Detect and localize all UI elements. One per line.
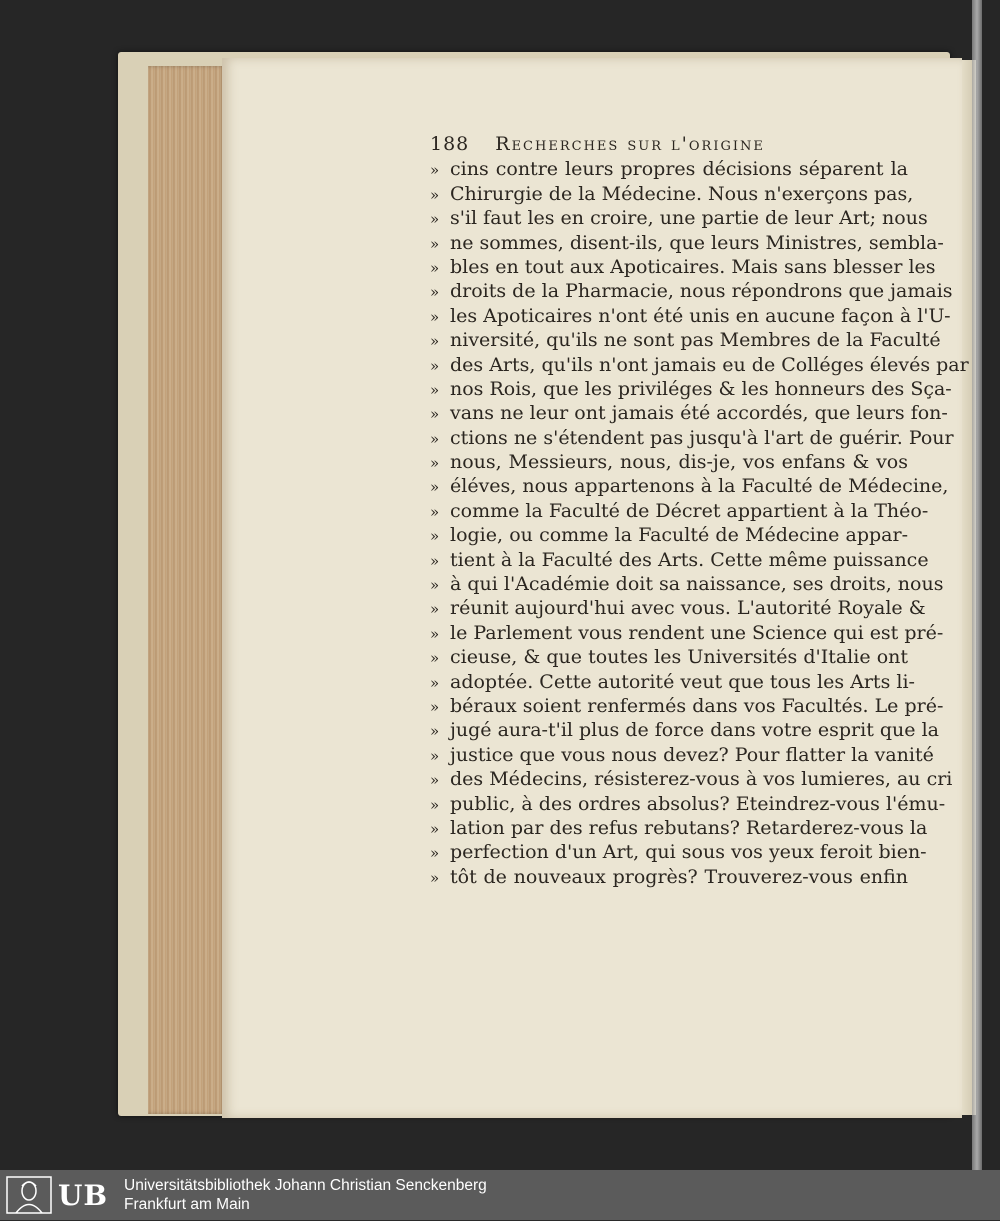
- text-line: [430, 694, 944, 718]
- line-text: des Médecins, résisterez-vous à vos lumieres, au cri: [450, 768, 953, 791]
- line-text: droits de la Pharmacie, nous répondrons que jamais: [450, 280, 953, 303]
- text-line: [430, 548, 929, 572]
- line-text: ctions ne s'étendent pas jusqu'à l'art de guérir. Pour: [450, 426, 954, 449]
- line-text: perfection d'un Art, qui sous vos yeux feroit bien-: [450, 841, 927, 864]
- page-text-block: [430, 132, 969, 889]
- text-line: [430, 255, 936, 279]
- logo-text: UB: [58, 1178, 109, 1212]
- quote-mark: »: [430, 771, 440, 790]
- line-text: bles en tout aux Apoticaires. Mais sans blesser les: [450, 255, 936, 278]
- line-text: à qui l'Académie doit sa naissance, ses droits, nous: [450, 573, 944, 596]
- line-text: public, à des ordres absolus? Eteindrez-vous l'ému-: [450, 792, 946, 815]
- line-text: des Arts, qu'ils n'ont jamais eu de Colléges élevés par: [450, 353, 969, 376]
- quote-mark: »: [430, 722, 440, 741]
- text-line: [430, 645, 908, 669]
- line-text: cieuse, & que toutes les Universités d'Italie ont: [450, 646, 908, 669]
- text-line: [430, 450, 908, 474]
- line-text: adoptée. Cette autorité veut que tous les Arts li-: [450, 670, 915, 693]
- text-line: [430, 182, 914, 206]
- text-line: [430, 157, 908, 181]
- text-line: [430, 743, 934, 767]
- text-line: [430, 474, 949, 498]
- text-line: [430, 377, 952, 401]
- library-name-line2: Frankfurt am Main: [124, 1196, 250, 1213]
- quote-mark: »: [430, 649, 440, 668]
- text-line: [430, 231, 944, 255]
- quote-mark: »: [430, 673, 440, 692]
- page-number: 188: [430, 133, 470, 155]
- quote-mark: »: [430, 746, 440, 765]
- quote-mark: »: [430, 454, 440, 473]
- text-line: [430, 816, 928, 840]
- quote-mark: »: [430, 698, 440, 716]
- text-line: [430, 865, 908, 889]
- quote-mark: »: [430, 795, 440, 814]
- library-name[interactable]: [124, 1176, 487, 1214]
- quote-mark: »: [430, 356, 440, 375]
- page-header: [430, 132, 908, 156]
- text-line: [430, 670, 915, 694]
- line-text: tôt de nouveaux progrès? Trouverez-vous enfin: [450, 865, 908, 888]
- quote-mark: »: [430, 502, 440, 521]
- line-text: cins contre leurs propres décisions séparent la: [450, 158, 908, 181]
- text-line: [430, 353, 969, 377]
- page-edges: [148, 66, 226, 1114]
- quote-mark: »: [430, 576, 440, 595]
- line-text: nos Rois, que les priviléges & les honneurs des Sça-: [450, 377, 952, 400]
- text-line: [430, 328, 941, 352]
- quote-mark: »: [430, 161, 440, 180]
- quote-mark: »: [430, 283, 440, 302]
- quote-mark: »: [430, 307, 440, 326]
- senckenberg-portrait-icon: [4, 1174, 54, 1216]
- line-text: niversité, qu'ils ne sont pas Membres de la Faculté: [450, 329, 941, 352]
- line-text: lation par des refus rebutans? Retarderez-vous la: [450, 816, 928, 839]
- line-text: les Apoticaires n'ont été unis en aucune façon à l'U-: [450, 304, 951, 327]
- line-text: logie, ou comme la Faculté de Médecine appar-: [450, 524, 908, 547]
- quote-mark: »: [430, 332, 440, 351]
- text-line: [430, 767, 953, 791]
- text-line: [430, 572, 944, 596]
- text-line: [430, 206, 928, 230]
- text-line: [430, 840, 927, 864]
- quote-mark: »: [430, 234, 440, 253]
- line-text: béraux soient renfermés dans vos Facultés. Le pré-: [450, 695, 944, 717]
- text-line: [430, 596, 926, 620]
- line-text: jugé aura-t'il plus de force dans votre esprit que la: [450, 719, 939, 742]
- text-line: [430, 523, 908, 547]
- running-title: Recherches sur l'origine: [495, 133, 765, 155]
- quote-mark: »: [430, 844, 440, 863]
- text-line: [430, 718, 939, 742]
- text-line: [430, 499, 929, 523]
- quote-mark: »: [430, 429, 440, 448]
- quote-mark: »: [430, 624, 440, 643]
- text-line: [430, 621, 944, 645]
- text-line: [430, 279, 953, 303]
- quote-mark: »: [430, 210, 440, 229]
- text-line: [430, 792, 946, 816]
- line-text: nous, Messieurs, nous, dis-je, vos enfans & vos: [450, 451, 908, 474]
- line-text: ne sommes, disent-ils, que leurs Ministres, sembla-: [450, 231, 944, 254]
- quote-mark: »: [430, 551, 440, 570]
- line-text: justice que vous nous devez? Pour flatter la vanité: [450, 743, 934, 766]
- text-line: [430, 401, 948, 425]
- quote-mark: »: [430, 405, 440, 424]
- line-text: s'il faut les en croire, une partie de leur Art; nous: [450, 207, 928, 230]
- quote-mark: »: [430, 819, 440, 838]
- library-name-line1: Universitätsbibliothek Johann Christian Senckenberg: [124, 1177, 487, 1194]
- library-logo[interactable]: [4, 1174, 116, 1216]
- footer-bar: [0, 1170, 1000, 1220]
- quote-mark: »: [430, 258, 440, 277]
- quote-mark: »: [430, 380, 440, 399]
- line-text: vans ne leur ont jamais été accordés, que leurs fon-: [450, 402, 948, 425]
- line-text: comme la Faculté de Décret appartient à la Théo-: [450, 499, 929, 522]
- glass-plate-edge: [972, 0, 982, 1170]
- quote-mark: »: [430, 527, 440, 546]
- text-lines: [430, 157, 969, 889]
- quote-mark: »: [430, 868, 440, 887]
- quote-mark: »: [430, 478, 440, 497]
- quote-mark: »: [430, 600, 440, 619]
- line-text: éléves, nous appartenons à la Faculté de Médecine,: [450, 475, 949, 498]
- quote-mark: »: [430, 185, 440, 204]
- line-text: Chirurgie de la Médecine. Nous n'exerçons pas,: [450, 182, 914, 205]
- line-text: le Parlement vous rendent une Science qui est pré-: [450, 621, 944, 644]
- text-line: [430, 304, 951, 328]
- line-text: tient à la Faculté des Arts. Cette même puissance: [450, 548, 929, 571]
- text-line: [430, 426, 954, 450]
- line-text: réunit aujourd'hui avec vous. L'autorité Royale &: [450, 597, 926, 620]
